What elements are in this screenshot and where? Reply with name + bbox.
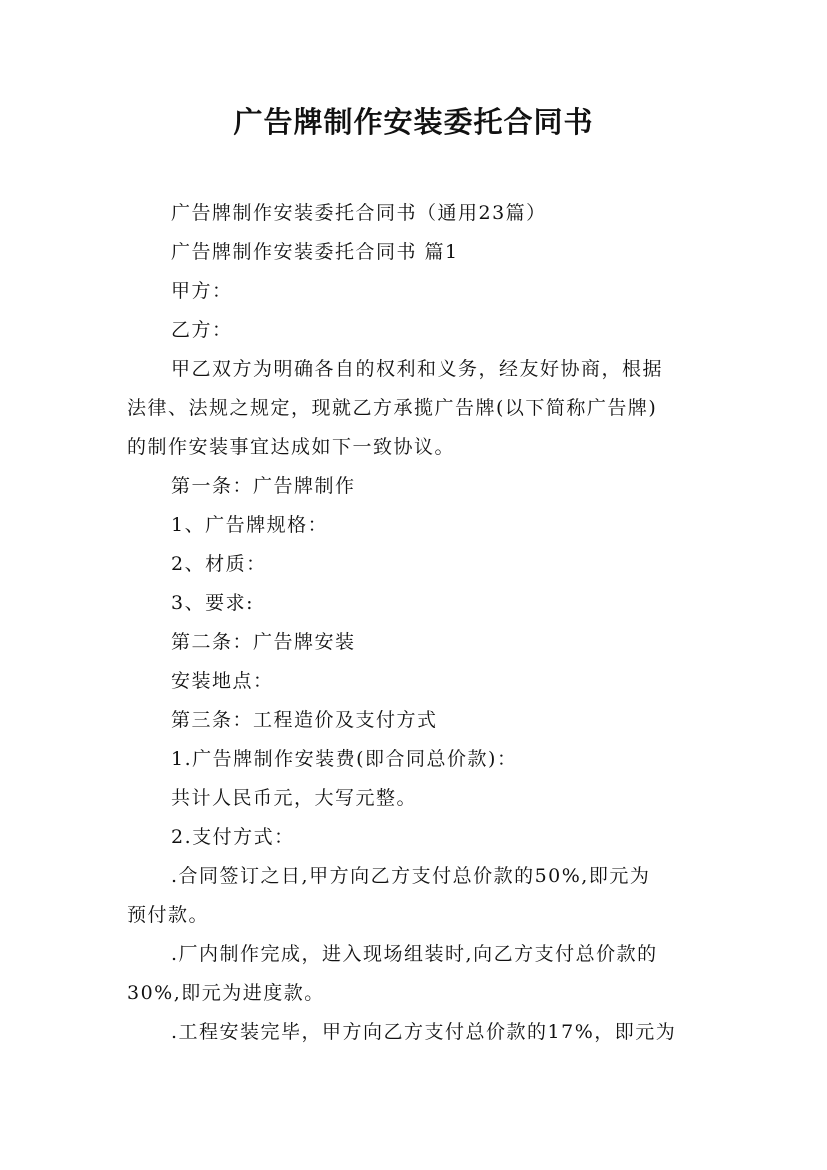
paragraph-line: 的制作安装事宜达成如下一致协议。 <box>127 436 456 458</box>
list-item: 3、要求: <box>171 592 254 614</box>
paragraph-line: .合同签订之日,甲方向乙方支付总价款的50%,即元为 <box>171 865 651 887</box>
document-body <box>127 194 703 1052</box>
article-heading: 第三条：工程造价及支付方式 <box>171 709 438 731</box>
paragraph-line: 法律、法规之规定，现就乙方承揽广告牌(以下简称广告牌) <box>127 397 658 419</box>
list-item: 2、材质： <box>171 553 267 575</box>
section-heading: 广告牌制作安装委托合同书 篇1 <box>171 241 459 263</box>
party-a-line: 甲方： <box>171 280 233 302</box>
list-item: 1、广告牌规格： <box>171 514 329 536</box>
article-heading: 第一条：广告牌制作 <box>171 475 356 497</box>
paragraph-line: .厂内制作完成，进入现场组装时,向乙方支付总价款的 <box>171 943 658 965</box>
subtitle-line: 广告牌制作安装委托合同书（通用23篇） <box>171 202 547 224</box>
article-heading: 第二条：广告牌安装 <box>171 631 356 653</box>
list-item: 1.广告牌制作安装费(即合同总价款)： <box>171 748 518 770</box>
party-b-line: 乙方： <box>171 319 233 341</box>
list-item: 2.支付方式： <box>171 826 295 848</box>
paragraph-line: 甲乙双方为明确各自的权利和义务，经友好协商，根据 <box>171 358 664 380</box>
paragraph-line: 共计人民币元，大写元整。 <box>171 787 418 809</box>
paragraph-line: 预付款。 <box>127 904 210 926</box>
document-title: 广告牌制作安装委托合同书 <box>233 105 594 139</box>
list-item: 安装地点： <box>171 670 274 692</box>
paragraph-line: 30%,即元为进度款。 <box>127 982 325 1004</box>
paragraph-line: .工程安装完毕，甲方向乙方支付总价款的17%，即元为 <box>171 1021 677 1043</box>
